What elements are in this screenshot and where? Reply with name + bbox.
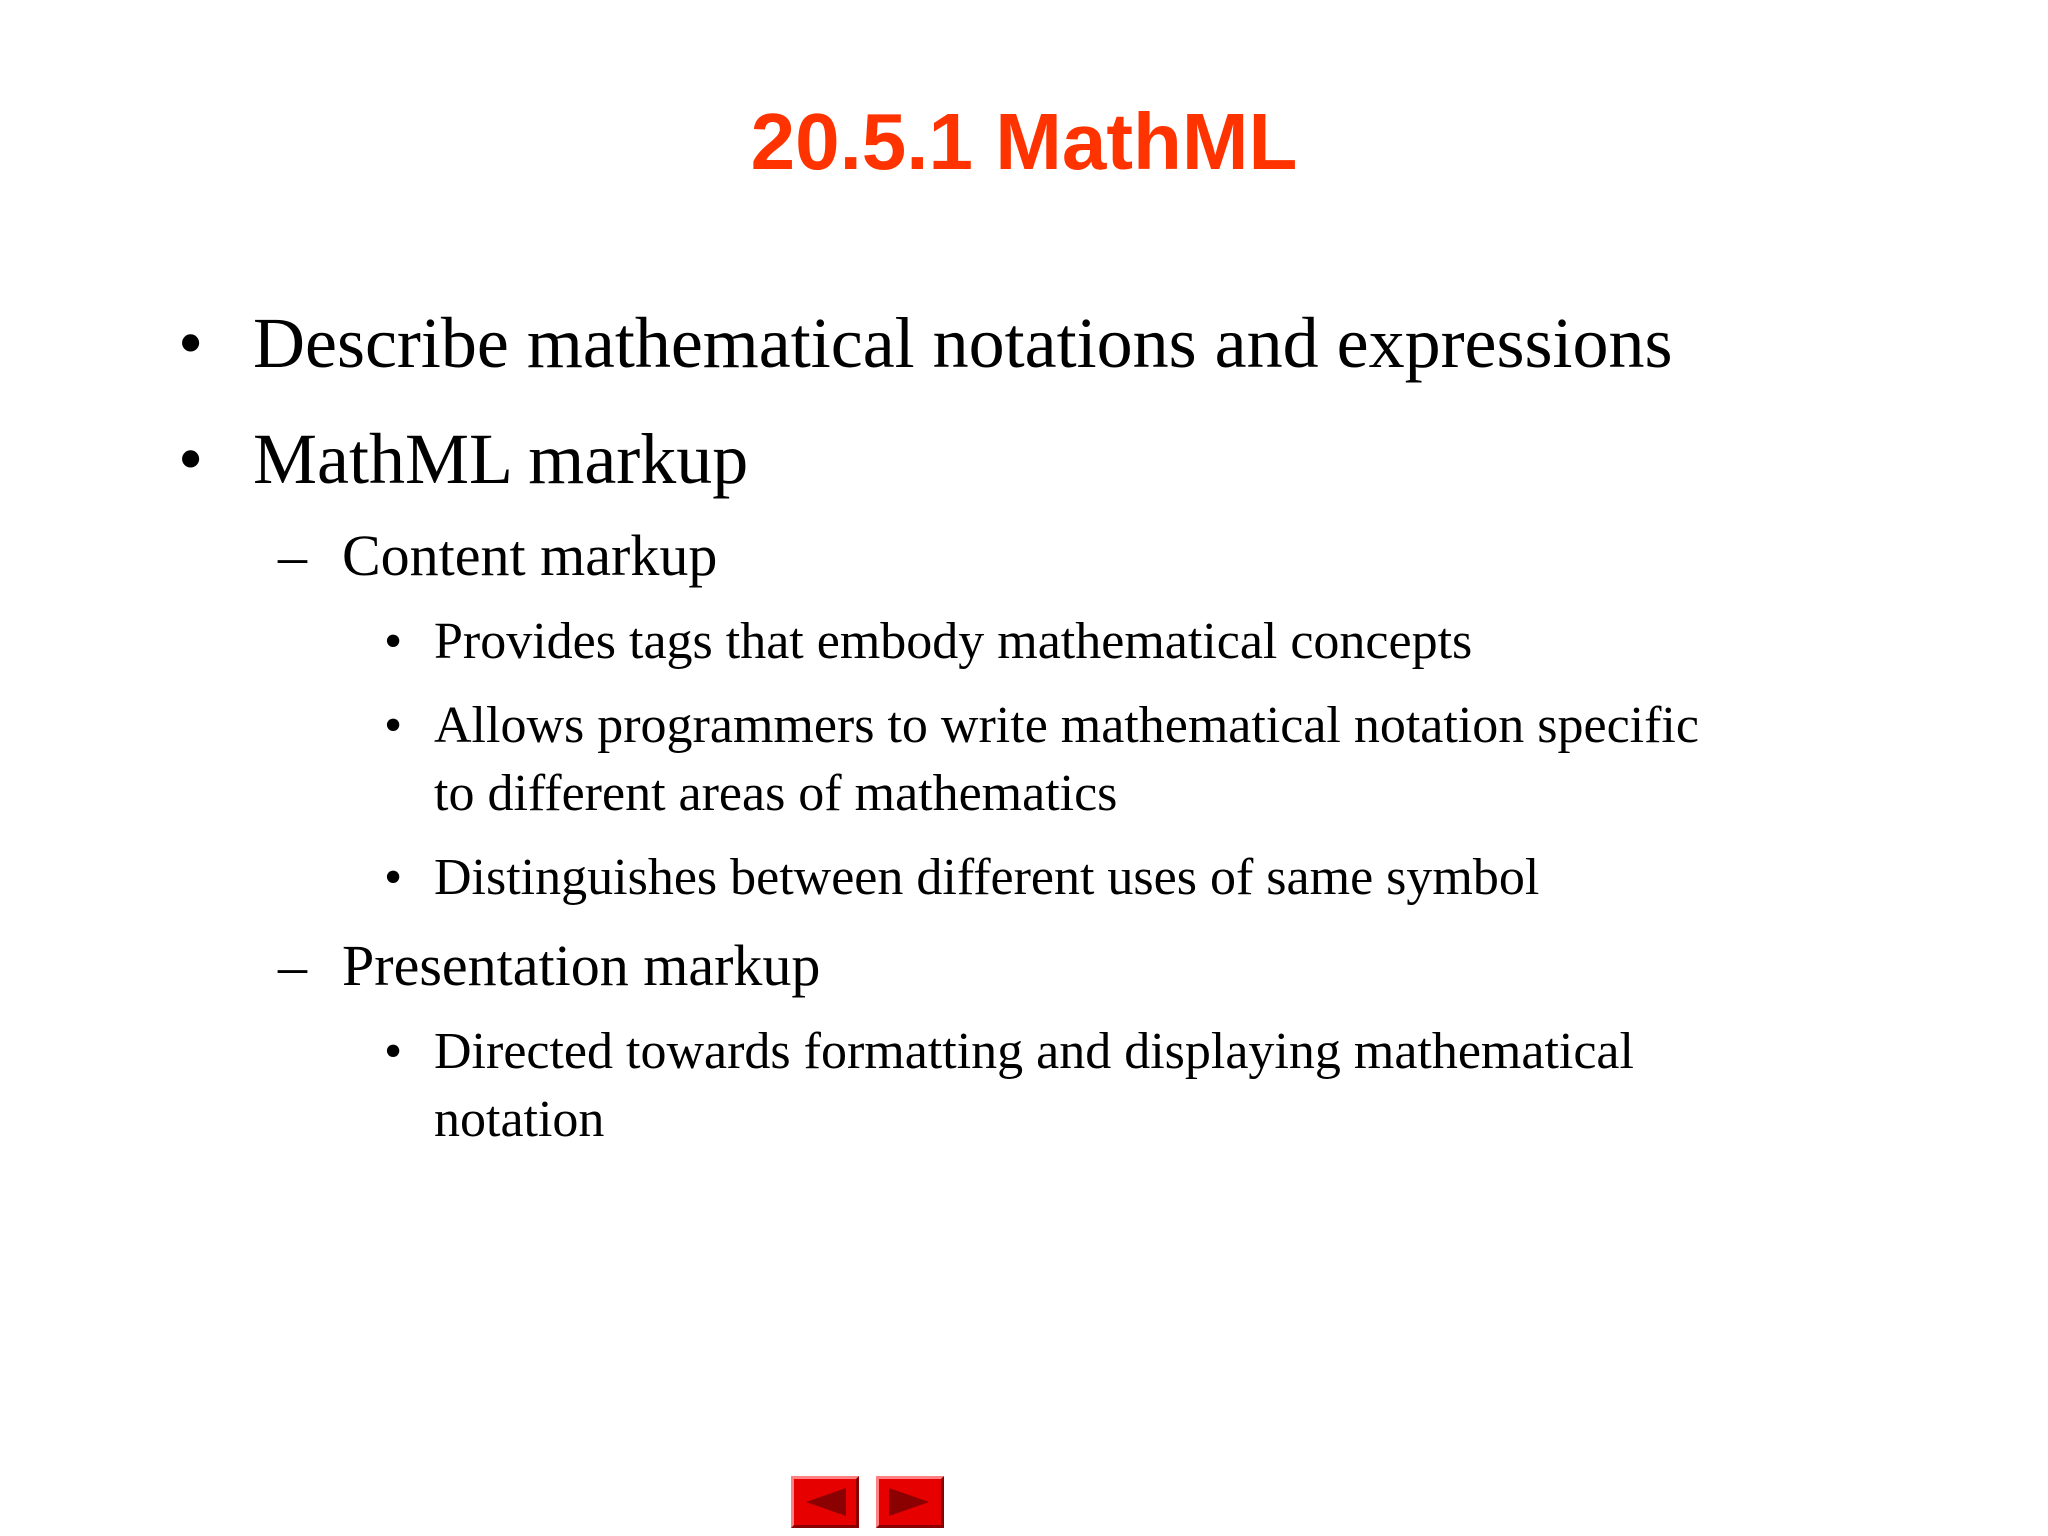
point-allows-programmers-cont: to different areas of mathematics <box>434 765 1118 822</box>
triangle-left-icon <box>802 1485 848 1519</box>
bullet-marker: • <box>178 419 204 499</box>
bullet-describe: Describe mathematical notations and expressions <box>253 303 1673 383</box>
previous-slide-button[interactable] <box>791 1476 859 1528</box>
point-directed-towards: Directed towards formatting and displaying mathematical <box>434 1023 1634 1080</box>
point-provides-tags: Provides tags that embody mathematical concepts <box>434 613 1473 670</box>
point-marker: • <box>384 849 403 906</box>
triangle-right-icon <box>887 1485 933 1519</box>
point-marker: • <box>384 1023 403 1080</box>
sub-item-content-markup: Content markup <box>342 523 718 588</box>
point-directed-towards-cont: notation <box>434 1091 605 1148</box>
sub-item-presentation-markup: Presentation markup <box>342 933 821 998</box>
dash-marker: – <box>278 933 307 998</box>
slide-title: 20.5.1 MathML <box>750 97 1298 186</box>
point-distinguishes: Distinguishes between different uses of same symbol <box>434 849 1540 906</box>
bullet-marker: • <box>178 303 204 383</box>
point-marker: • <box>384 697 403 754</box>
point-marker: • <box>384 613 403 670</box>
next-slide-button[interactable] <box>876 1476 944 1528</box>
bullet-mathml-markup: MathML markup <box>253 419 749 499</box>
point-allows-programmers: Allows programmers to write mathematical notation specific <box>434 697 1699 754</box>
dash-marker: – <box>278 523 307 588</box>
